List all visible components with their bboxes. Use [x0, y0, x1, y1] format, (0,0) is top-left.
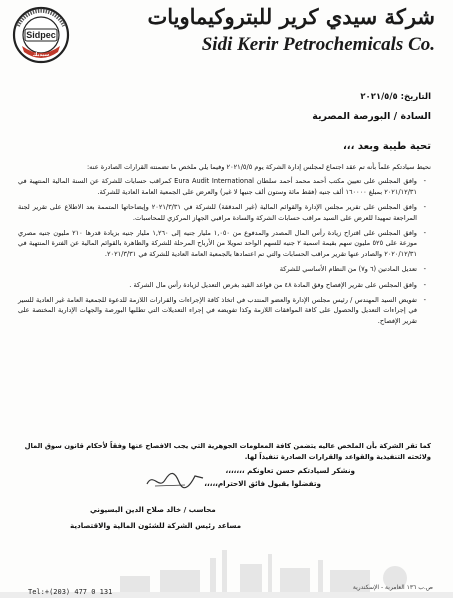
letter-body [18, 162, 431, 331]
company-name-arabic: شركة سيدي كرير للبتروكيماويات [147, 4, 435, 29]
decisions-list [18, 176, 431, 326]
decision-item: - تعديل المادتين (٦ و٧) من النظام الأساسي للشركة [18, 264, 417, 274]
closing-statement: كما تقر الشركة بأن الملخص عاليه يتضمن كافة المعلومات الجوهرية التي يجب الافصاح عنها وفقاً لأحكام قانون سوق المال ولائحته التنفيذية والقواعد والقرارات الصادرة تنفيذاً لها. [24, 442, 431, 461]
decision-item: - وافق المجلس على تقرير الإفصاح وفق المادة ٤٨ من قواعد القيد بغرض التعديل لزيادة رأس مال الشركة . [18, 280, 417, 290]
greeting: تحية طيبة وبعد ،،، [343, 141, 431, 152]
logo-center-text: Sidpec [26, 30, 56, 40]
logo-bottom-text: سيدبك [32, 52, 50, 58]
company-name-english: Sidi Kerir Petrochemicals Co. [201, 34, 435, 55]
decision-item: - وافق المجلس على اقتراح زيادة رأس المال المصدر والمدفوع من ١,٠٥٠ مليار جنيه إلى ١,٢٦٠ مليار جنيه بزيادة قدرها ٢١٠ مليون جنيه مصري موزعة على ٥٢٥ مليون سهم بقيمة اسمية ٢ جنيه للسهم الواحد تمويلا من الأرباح المرحلة للشركة والظاهرة بالقوائم المالية عن الفترة المنتهية في ٢٠٢٠/١٢/٣١ والصادر عنها تقرير مراقب الحسابات والتي تم اعتمادها بالجمعية العامة العادية للشركة في ٢٠٢١/٣/٣١. [18, 228, 417, 259]
thanks-line: ونشكر لسيادتكم حسن تعاونكم ،،،،،،، [225, 466, 355, 475]
decision-item: - تفويض السيد المهندس / رئيس مجلس الإدارة والعضو المنتدب في اتخاذ كافة الإجراءات والقرارات اللازمة للدعوة للجمعية العامة غير العادية للسير في إجراءات التعديل والحصول على كافة الموافقات اللازمة وكذا تفويضه في إجراء التعديلات التي تطلبها البورصة والجهات الإدارية المختصة على تقرير الإفصاح. [18, 295, 417, 326]
decision-item: - وافق المجلس على تقرير مجلس الإدارة والقوائم المالية (غير المدققة) للشركة في ٢٠٢١/٣/٣١ وإيضاحاتها المتممة بعد الاطلاع على تقرير لجنة المراجعة تمهيدا للعرض على السيد مراقب حسابات الشركة والسادة مراقبي الجهاز المركزي للمحاسبات. [18, 202, 417, 223]
closing-block [18, 441, 431, 462]
letter-date: التاريخ: ٢٠٢١/٥/٥ [360, 92, 431, 102]
signer-name: محاسب / خالد صلاح الدين البسيوني [90, 505, 216, 514]
regards-line: وتفضلوا بقبول فائق الاحترام،،،،، [204, 479, 321, 488]
intro-paragraph: نحيط سيادتكم علماً بأنه تم عقد اجتماع لمجلس إدارة الشركة يوم ٢٠٢١/٥/٥ وفيما يلي ملخص ما تضمنته القرارات الصادرة عنه: [86, 163, 431, 171]
signature-icon [145, 468, 205, 492]
footer-phone: Tel:+(203) 477 0 131 [28, 588, 113, 596]
addressee: السادة / البورصة المصرية [312, 111, 431, 122]
signer-title: مساعد رئيس الشركة للشئون المالية والاقتصادية [70, 521, 242, 530]
footer-address: ص.ب ١٣٦ العامرية - الإسكندرية [352, 584, 433, 591]
letterhead [0, 0, 453, 70]
decision-item: - وافق المجلس على تعيين مكتب أحمد محمد أحمد سلطان Eura Audit International كمراقب حسابات للشركة عن السنة المالية المنتهية في ٢٠٢١/١٢/٣١ بمبلغ ١٦٠٠٠٠ ألف جنيه (فقط مائة وستون ألف جنيها لا غير) والعرض على الجمعية العامة العادية للشركة. [18, 176, 417, 197]
sidpec-logo-icon [12, 6, 70, 64]
